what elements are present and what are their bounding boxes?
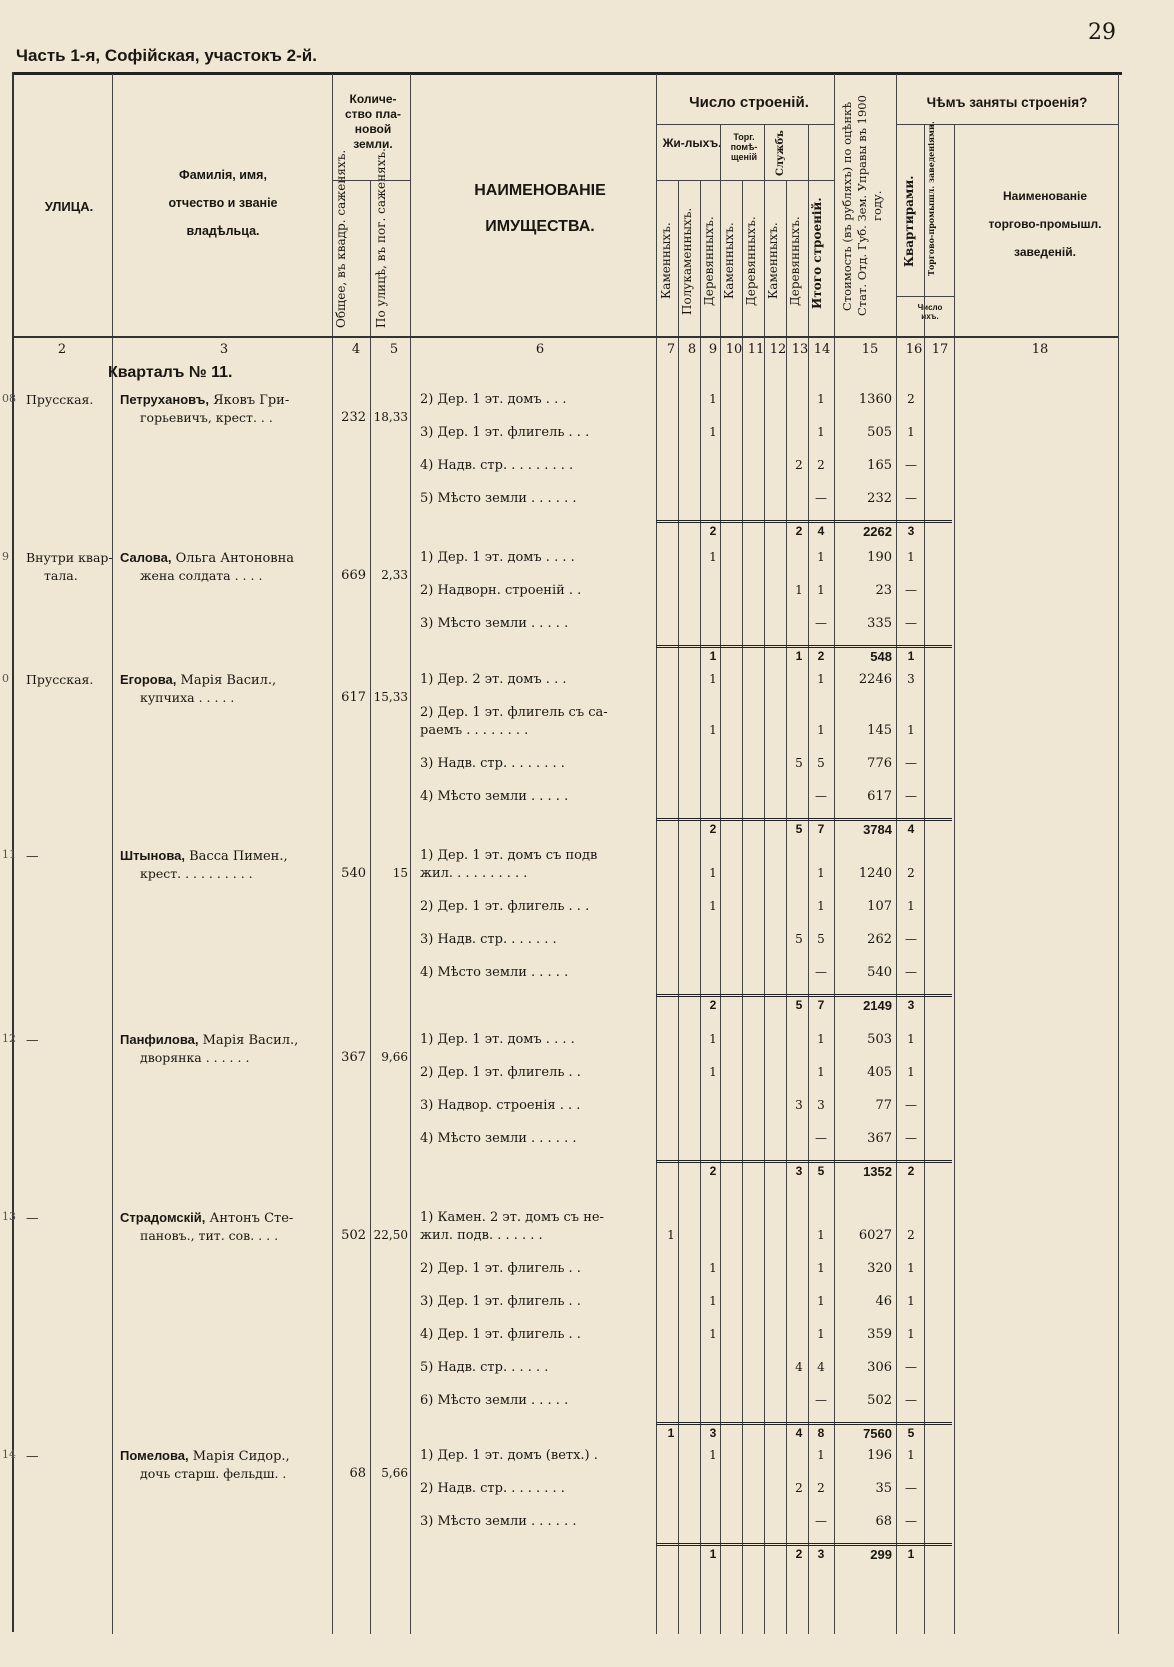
apartments-count: 1 xyxy=(907,899,915,913)
property-value: 2246 xyxy=(858,672,892,687)
street-frontage: 2,33 xyxy=(381,568,408,582)
property-value: 405 xyxy=(867,1065,892,1080)
col-number-3: 3 xyxy=(219,342,229,357)
col-number-12: 12 xyxy=(769,342,787,357)
building-count: 1 xyxy=(817,899,825,913)
header-occupied: Чѣмъ заняты строенія? xyxy=(926,95,1088,110)
col-number-18: 18 xyxy=(1031,342,1049,357)
subtotal-apartments: 2 xyxy=(907,1164,915,1178)
apartments-count: — xyxy=(905,932,917,946)
subtotal-count: 1 xyxy=(709,1547,717,1561)
subtotal-apartments: 3 xyxy=(907,998,915,1012)
header-service: Службъ xyxy=(775,130,786,176)
street-name: Прусская. xyxy=(26,672,94,687)
apartments-count: — xyxy=(905,458,917,472)
building-count: — xyxy=(815,965,827,979)
building-count: 3 xyxy=(795,1098,803,1112)
building-count: 1 xyxy=(709,550,717,564)
land-area: 68 xyxy=(349,1466,366,1481)
subtotal-count: 2 xyxy=(795,524,803,538)
property-item: 4) Мѣсто земли . . . . . xyxy=(420,965,569,980)
row-number: 0 xyxy=(2,672,9,685)
owner-given-names: Яковъ Гри- xyxy=(208,393,290,408)
building-count: 1 xyxy=(817,1448,825,1462)
owner-name xyxy=(120,550,294,566)
property-item-cont: жил. . . . . . . . . . xyxy=(420,866,528,881)
owner-name-cont: дочь старш. фельдш. . xyxy=(140,1466,287,1481)
subtotal-count: 2 xyxy=(795,1547,803,1561)
property-value: 335 xyxy=(867,616,892,631)
building-count: 1 xyxy=(709,1448,717,1462)
header-trade-name: Наименованіе торгово-промышл. заведеній. xyxy=(988,189,1102,259)
subtotal-count: 2 xyxy=(817,649,825,663)
subtotal-rule xyxy=(656,994,952,997)
property-value: 262 xyxy=(867,932,892,947)
page-number: 29 xyxy=(1088,20,1116,45)
apartments-count: 1 xyxy=(907,425,915,439)
property-value: 196 xyxy=(867,1448,892,1463)
subtotal-apartments: 5 xyxy=(907,1426,915,1440)
header-col15: Стоимость (въ рубляхъ) по оцѣнкѣ Стат. Отд. Губ. Зем. Управы въ 1900 году. xyxy=(840,95,884,317)
building-count: 1 xyxy=(817,1261,825,1275)
subtotal-rule xyxy=(656,1543,952,1546)
property-item: 3) Мѣсто земли . . . . . xyxy=(420,616,569,631)
building-count: 1 xyxy=(667,1228,675,1242)
building-count: 1 xyxy=(817,866,825,880)
building-count: 5 xyxy=(795,932,803,946)
building-count: 1 xyxy=(817,672,825,686)
building-count: 1 xyxy=(709,392,717,406)
apartments-count: — xyxy=(905,1360,917,1374)
header-col7: Каменныхъ. xyxy=(659,222,673,300)
building-count: — xyxy=(815,491,827,505)
property-item: 2) Дер. 1 эт. флигель . . xyxy=(420,1261,581,1276)
street-frontage: 5,66 xyxy=(381,1466,408,1480)
building-count: 1 xyxy=(709,425,717,439)
property-value: 503 xyxy=(867,1032,892,1047)
property-value: 367 xyxy=(867,1131,892,1146)
land-area: 367 xyxy=(341,1050,366,1065)
street-name: — xyxy=(26,1032,39,1047)
owner-surname: Панфилова, xyxy=(120,1032,199,1047)
subtotal-count: 3 xyxy=(817,1547,825,1561)
owner-name-cont: дворянка . . . . . . xyxy=(140,1050,250,1065)
street-name: — xyxy=(26,1448,39,1463)
header-col12: Каменныхъ. xyxy=(766,222,780,300)
top-rule xyxy=(14,72,1122,75)
owner-surname: Егорова, xyxy=(120,672,177,687)
building-count: 5 xyxy=(817,756,825,770)
apartments-count: 2 xyxy=(907,866,915,880)
owner-given-names: Марія Сидор., xyxy=(188,1449,290,1464)
property-value: 77 xyxy=(875,1098,892,1113)
header-col16: Квартирами. xyxy=(902,175,916,267)
property-item: 3) Надв. стр. . . . . . . xyxy=(420,932,557,947)
subtotal-apartments: 3 xyxy=(907,524,915,538)
subtotal-count: 4 xyxy=(795,1426,803,1440)
subtotal-count: 2 xyxy=(709,524,717,538)
subtotal-apartments: 1 xyxy=(907,1547,915,1561)
col-number-6: 6 xyxy=(535,342,545,357)
owner-surname: Петрухановъ, xyxy=(120,392,209,407)
property-item-cont: жил. подв. . . . . . . xyxy=(420,1228,543,1243)
property-item: 2) Дер. 1 эт. флигель . . xyxy=(420,1065,581,1080)
owner-name xyxy=(120,672,276,688)
apartments-count: — xyxy=(905,1098,917,1112)
owner-surname: Страдомскій, xyxy=(120,1210,206,1225)
building-count: 5 xyxy=(817,932,825,946)
apartments-count: 1 xyxy=(907,1448,915,1462)
owner-given-names: Васса Пимен., xyxy=(185,849,288,864)
property-value: 776 xyxy=(867,756,892,771)
land-area: 232 xyxy=(341,410,366,425)
subtotal-count: 3 xyxy=(795,1164,803,1178)
apartments-count: — xyxy=(905,491,917,505)
col-number-4: 4 xyxy=(351,342,361,357)
property-value: 23 xyxy=(875,583,892,598)
col-number-10: 10 xyxy=(725,342,743,357)
land-area: 502 xyxy=(341,1228,366,1243)
apartments-count: 2 xyxy=(907,1228,915,1242)
header-property: НАИМЕНОВАНІЕ ИМУЩЕСТВА. xyxy=(474,182,606,235)
property-item: 3) Дер. 1 эт. флигель . . . xyxy=(420,425,590,440)
property-item: 3) Надвор. строенія . . . xyxy=(420,1098,581,1113)
owner-name-cont: купчиха . . . . . xyxy=(140,690,235,705)
subtotal-value: 3784 xyxy=(863,822,892,837)
street-name: — xyxy=(26,848,39,863)
building-count: 1 xyxy=(709,723,717,737)
building-count: — xyxy=(815,1131,827,1145)
building-count: 1 xyxy=(817,1065,825,1079)
apartments-count: 1 xyxy=(907,1294,915,1308)
header-land-street: По улицѣ, въ пог. саженяхъ. xyxy=(374,148,388,328)
subtotal-count: 2 xyxy=(709,1164,717,1178)
property-item: 4) Мѣсто земли . . . . . xyxy=(420,789,569,804)
building-count: 2 xyxy=(817,1481,825,1495)
col-number-15: 15 xyxy=(861,342,879,357)
subtotal-value: 2262 xyxy=(863,524,892,539)
building-count: 4 xyxy=(817,1360,825,1374)
header-living: Жи-лыхъ. xyxy=(662,136,722,150)
apartments-count: 1 xyxy=(907,550,915,564)
owner-name xyxy=(120,1210,293,1226)
building-count: 1 xyxy=(709,866,717,880)
header-col17: Торгово-промышл. заведеніями. xyxy=(926,121,936,276)
header-buildings: Число строеній. xyxy=(689,94,809,111)
property-item: 4) Мѣсто земли . . . . . . xyxy=(420,1131,577,1146)
row-number: 9 xyxy=(2,550,9,563)
building-count: 1 xyxy=(709,672,717,686)
row-number: 11 xyxy=(2,848,16,861)
property-item: 4) Надв. стр. . . . . . . . . xyxy=(420,458,574,473)
owner-name xyxy=(120,1032,298,1048)
header-col13: Деревянныхъ. xyxy=(788,216,802,306)
building-count: 3 xyxy=(817,1098,825,1112)
building-count: 1 xyxy=(709,1261,717,1275)
subtotal-rule xyxy=(656,1160,952,1163)
building-count: 1 xyxy=(817,1228,825,1242)
property-value: 46 xyxy=(875,1294,892,1309)
header-col11: Деревянныхъ. xyxy=(744,216,758,306)
col-number-7: 7 xyxy=(666,342,676,357)
building-count: 1 xyxy=(709,1327,717,1341)
subtotal-value: 299 xyxy=(870,1547,892,1562)
subtotal-count: 1 xyxy=(795,649,803,663)
building-count: 2 xyxy=(795,1481,803,1495)
building-count: 2 xyxy=(817,458,825,472)
owner-given-names: Марія Васил., xyxy=(198,1033,299,1048)
apartments-count: — xyxy=(905,583,917,597)
street-name-cont: тала. xyxy=(44,568,78,583)
subtotal-apartments: 4 xyxy=(907,822,915,836)
property-value: 502 xyxy=(867,1393,892,1408)
col-number-16: 16 xyxy=(905,342,923,357)
building-count: — xyxy=(815,616,827,630)
property-value: 1240 xyxy=(858,866,892,881)
row-number: 12 xyxy=(2,1032,16,1045)
apartments-count: 1 xyxy=(907,1261,915,1275)
property-value: 505 xyxy=(867,425,892,440)
apartments-count: — xyxy=(905,1514,917,1528)
subtotal-count: 5 xyxy=(817,1164,825,1178)
header-col14: Итого строеній. xyxy=(810,197,824,309)
subtotal-count: 2 xyxy=(709,998,717,1012)
owner-name xyxy=(120,392,289,408)
apartments-count: — xyxy=(905,1393,917,1407)
property-value: 107 xyxy=(867,899,892,914)
building-count: 1 xyxy=(817,723,825,737)
col-number-14: 14 xyxy=(813,342,831,357)
col-number-13: 13 xyxy=(791,342,809,357)
header-col10: Каменныхъ. xyxy=(722,222,736,300)
property-item: 1) Камен. 2 эт. домъ съ не- xyxy=(420,1210,604,1225)
col-number-5: 5 xyxy=(389,342,399,357)
header-count: Число ихъ. xyxy=(917,303,943,321)
building-count: 1 xyxy=(709,899,717,913)
building-count: 1 xyxy=(817,1294,825,1308)
apartments-count: 1 xyxy=(907,1327,915,1341)
property-item: 3) Мѣсто земли . . . . . . xyxy=(420,1514,577,1529)
subtotal-value: 7560 xyxy=(863,1426,892,1441)
land-area: 617 xyxy=(341,690,366,705)
subtotal-value: 548 xyxy=(870,649,892,664)
property-value: 320 xyxy=(867,1261,892,1276)
property-item: 5) Мѣсто земли . . . . . . xyxy=(420,491,577,506)
apartments-count: — xyxy=(905,965,917,979)
col-number-2: 2 xyxy=(57,342,67,357)
subtotal-rule xyxy=(656,520,952,523)
owner-name-cont: жена солдата . . . . xyxy=(140,568,263,583)
quarter-title: Кварталъ № 11. xyxy=(108,364,233,381)
apartments-count: 1 xyxy=(907,1032,915,1046)
property-item: 1) Дер. 1 эт. домъ . . . . xyxy=(420,1032,575,1047)
property-item: 2) Дер. 1 эт. флигель . . . xyxy=(420,899,590,914)
subtotal-count: 7 xyxy=(817,822,825,836)
land-area: 669 xyxy=(341,568,366,583)
building-count: 1 xyxy=(817,583,825,597)
property-item: 2) Дер. 1 эт. домъ . . . xyxy=(420,392,567,407)
building-count: 4 xyxy=(795,1360,803,1374)
row-number: 14 xyxy=(2,1448,16,1461)
property-item: 6) Мѣсто земли . . . . . xyxy=(420,1393,569,1408)
owner-name-cont: крест. . . . . . . . . . xyxy=(140,866,253,881)
building-count: 1 xyxy=(817,1032,825,1046)
col-number-11: 11 xyxy=(747,342,765,357)
header-land-total: Общее, въ квадр. саженяхъ. xyxy=(334,149,348,328)
building-count: 1 xyxy=(709,1065,717,1079)
subtotal-count: 8 xyxy=(817,1426,825,1440)
property-value: 232 xyxy=(867,491,892,506)
col-number-9: 9 xyxy=(708,342,718,357)
building-count: 1 xyxy=(817,425,825,439)
property-value: 190 xyxy=(867,550,892,565)
property-item: 1) Дер. 1 эт. домъ . . . . xyxy=(420,550,575,565)
property-value: 145 xyxy=(867,723,892,738)
owner-surname: Помелова, xyxy=(120,1448,189,1463)
street-frontage: 9,66 xyxy=(381,1050,408,1064)
building-count: 1 xyxy=(817,550,825,564)
property-value: 6027 xyxy=(858,1228,892,1243)
property-item: 2) Дер. 1 эт. флигель съ са- xyxy=(420,705,608,720)
subtotal-count: 5 xyxy=(795,998,803,1012)
apartments-count: 1 xyxy=(907,1065,915,1079)
street-frontage: 18,33 xyxy=(373,410,408,424)
apartments-count: 2 xyxy=(907,392,915,406)
street-frontage: 15 xyxy=(392,866,408,880)
row-number: 13 xyxy=(2,1210,16,1223)
property-value: 35 xyxy=(875,1481,892,1496)
owner-name-cont: горьевичъ, крест. . . xyxy=(140,410,273,425)
property-item: 1) Дер. 2 эт. домъ . . . xyxy=(420,672,567,687)
owner-surname: Салова, xyxy=(120,550,172,565)
subtotal-count: 1 xyxy=(667,1426,675,1440)
subtotal-count: 1 xyxy=(709,649,717,663)
building-count: 1 xyxy=(795,583,803,597)
building-count: — xyxy=(815,789,827,803)
property-item: 1) Дер. 1 эт. домъ (ветх.) . xyxy=(420,1448,598,1463)
header-land: Количе-ство пла-новой земли. xyxy=(345,92,401,151)
subtotal-rule xyxy=(656,818,952,821)
property-value: 617 xyxy=(867,789,892,804)
owner-given-names: Ольга Антоновна xyxy=(171,551,295,566)
apartments-count: 1 xyxy=(907,723,915,737)
col-number-17: 17 xyxy=(931,342,949,357)
subtotal-value: 2149 xyxy=(863,998,892,1013)
row-number: 08 xyxy=(2,392,16,405)
apartments-count: — xyxy=(905,789,917,803)
apartments-count: 3 xyxy=(907,672,915,686)
owner-surname: Штынова, xyxy=(120,848,185,863)
building-count: 2 xyxy=(795,458,803,472)
col-number-8: 8 xyxy=(687,342,697,357)
property-value: 68 xyxy=(875,1514,892,1529)
property-item-cont: раемъ . . . . . . . . xyxy=(420,723,529,738)
apartments-count: — xyxy=(905,616,917,630)
building-count: 1 xyxy=(709,1294,717,1308)
building-count: 1 xyxy=(817,392,825,406)
subtotal-count: 2 xyxy=(709,822,717,836)
subtotal-count: 3 xyxy=(709,1426,717,1440)
property-item: 3) Надв. стр. . . . . . . . xyxy=(420,756,565,771)
property-value: 540 xyxy=(867,965,892,980)
apartments-count: — xyxy=(905,756,917,770)
owner-name xyxy=(120,848,288,864)
building-count: 1 xyxy=(709,1032,717,1046)
property-item: 5) Надв. стр. . . . . . xyxy=(420,1360,549,1375)
header-col8: Полукаменныхъ. xyxy=(680,207,694,315)
property-value: 306 xyxy=(867,1360,892,1375)
subtotal-rule xyxy=(656,645,952,648)
property-item: 2) Надворн. строеній . . xyxy=(420,583,582,598)
apartments-count: — xyxy=(905,1131,917,1145)
subtotal-count: 4 xyxy=(817,524,825,538)
owner-given-names: Антонъ Сте- xyxy=(205,1211,294,1226)
building-count: — xyxy=(815,1393,827,1407)
subtotal-value: 1352 xyxy=(863,1164,892,1179)
street-name: Внутри квар- xyxy=(26,550,113,565)
property-value: 165 xyxy=(867,458,892,473)
property-item: 3) Дер. 1 эт. флигель . . xyxy=(420,1294,581,1309)
subtotal-apartments: 1 xyxy=(907,649,915,663)
header-col9: Деревянныхъ. xyxy=(702,216,716,306)
page-header-title: Часть 1-я, Софійская, участокъ 2-й. xyxy=(16,46,317,65)
subtotal-count: 7 xyxy=(817,998,825,1012)
header-owner: Фамилія, имя, отчество и званіе владѣльца. xyxy=(168,168,278,238)
owner-given-names: Марія Васил., xyxy=(176,673,277,688)
property-value: 1360 xyxy=(858,392,892,407)
header-trade: Торг. помѣ-щеній xyxy=(730,132,758,162)
building-count: 5 xyxy=(795,756,803,770)
owner-name-cont: пановъ., тит. сов. . . . xyxy=(140,1228,279,1243)
land-area: 540 xyxy=(341,866,366,881)
subtotal-count: 5 xyxy=(795,822,803,836)
apartments-count: — xyxy=(905,1481,917,1495)
property-item: 1) Дер. 1 эт. домъ съ подв xyxy=(420,848,598,863)
building-count: 1 xyxy=(817,1327,825,1341)
street-frontage: 22,50 xyxy=(373,1228,408,1242)
street-name: — xyxy=(26,1210,39,1225)
header-street: УЛИЦА. xyxy=(44,199,94,214)
subtotal-rule xyxy=(656,1422,952,1425)
owner-name xyxy=(120,1448,290,1464)
property-value: 359 xyxy=(867,1327,892,1342)
property-item: 4) Дер. 1 эт. флигель . . xyxy=(420,1327,581,1342)
property-item: 2) Надв. стр. . . . . . . . xyxy=(420,1481,565,1496)
building-count: — xyxy=(815,1514,827,1528)
street-name: Прусская. xyxy=(26,392,94,407)
street-frontage: 15,33 xyxy=(373,690,408,704)
